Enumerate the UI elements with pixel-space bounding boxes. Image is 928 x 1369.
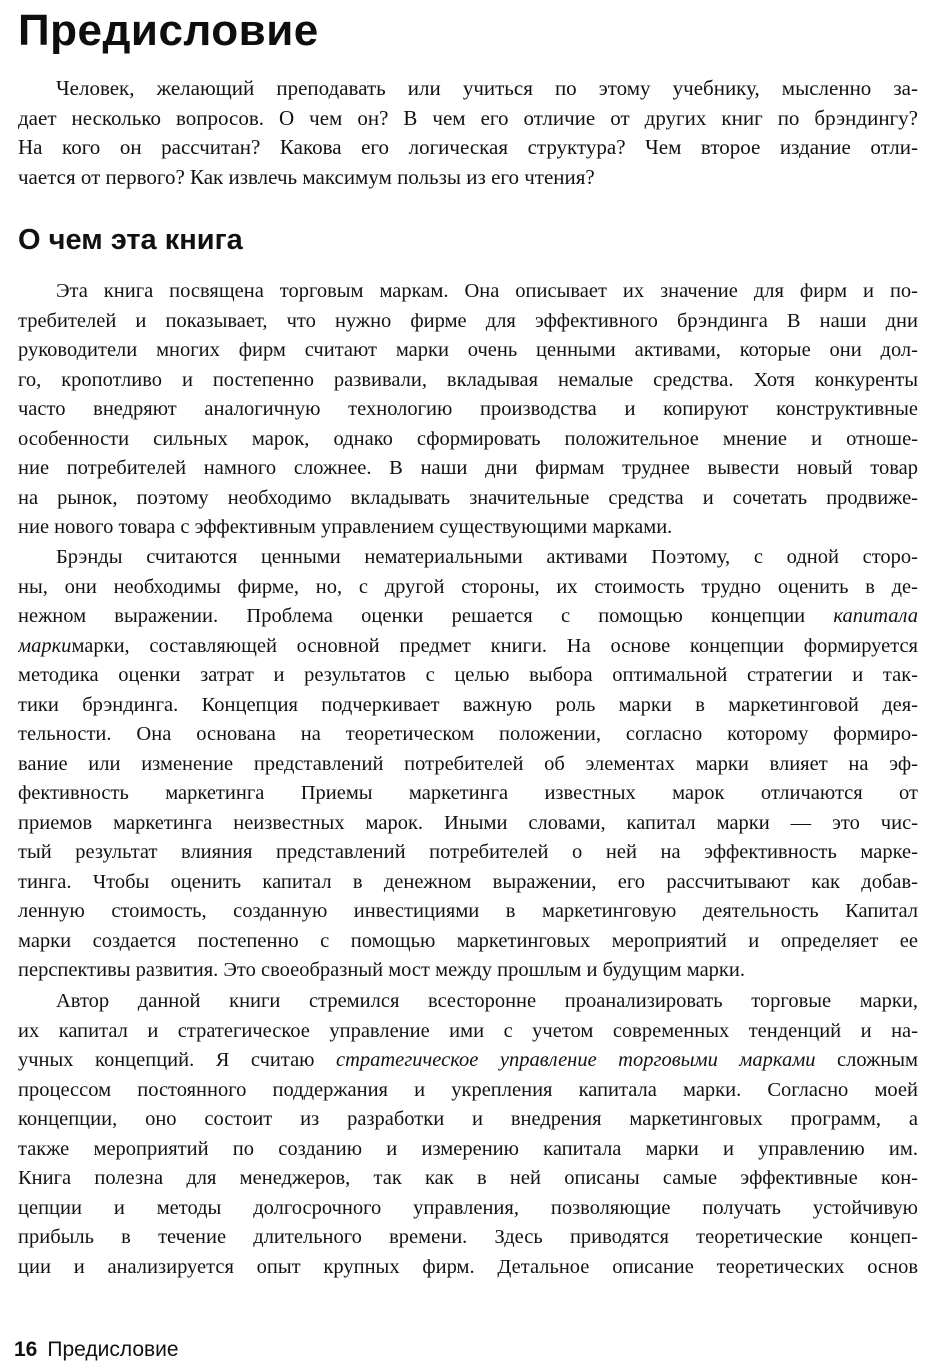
text-line: Человек, желающий преподавать или учиться по этому учебнику, мысленно за- [56,76,918,100]
text-line: Эта книга посвящена торговым маркам. Она описывает их значение для фирм и по- [56,280,918,302]
text-line: го, кропотливо и постепенно развивали, вкладывая немалые средства. Хотя конкуренты [18,368,918,391]
paragraph-1 [18,277,918,543]
text-line: марки создается постепенно с помощью маркетинговых мероприятий и определяет ее [18,929,918,952]
text-line [18,1046,918,1076]
text-line: тый результат влияния представлений потребителей о ней на эффективность марке- [18,841,918,863]
text-line-end: сложным [815,1049,918,1071]
italic-term: капитала [833,605,918,627]
text-line [18,632,918,662]
text-line-end: марки, составляющей основной предмет книги. На основе концепции формируется [71,634,918,657]
text-line: ции и анализируется опыт крупных фирм. Детальное описание теоретических основ [18,1255,918,1278]
text-line: ны, они необходимы фирме, но, с другой стороны, их стоимость трудно оценить в де- [18,575,918,598]
page-number: 16 [14,1338,38,1361]
text-line: вание или изменение представлений потребителей об элементах марки влияет на эф- [18,752,918,775]
text-line-start: учных концепций. Я считаю [18,1049,336,1071]
text-line: ние нового товара с эффективным управлением существующими марками. [18,516,673,538]
text-line: ние потребителей намного сложнее. В наши дни фирмам труднее вывести новый товар [18,457,918,479]
text-line: фективность маркетинга Приемы маркетинга известных марок отличаются от [18,782,918,804]
running-title: Предисловие [47,1338,179,1361]
text-line: цепции и методы долгосрочного управления, позволяющие получать устойчивую [18,1196,918,1219]
text-line: тики брэндинга. Концепция подчеркивает важную роль марки в маркетинговой дея- [18,693,918,716]
page-title: Предисловие [18,6,319,55]
text-line: Брэнды считаются ценными нематериальными активами Поэтому, с одной сторо- [56,546,918,568]
italic-term: марки [18,634,72,657]
text-line: приемов маркетинга неизвестных марок. Иными словами, капитал марки — это чис- [18,811,918,834]
text-line: тинга. Чтобы оценить капитал в денежном выражении, его рассчитывают как добав- [18,870,918,893]
text-line: концепции, оно состоит из разработки и внедрения маркетинговых программ, а [18,1108,918,1130]
text-line: Автор данной книги стремился всесторонне проанализировать торговые марки, [56,990,918,1012]
text-line: руководители многих фирм считают марки очень ценными активами, которые они дол- [18,339,918,361]
text-line: также мероприятий по созданию и измерению капитала марки и управлению им. [18,1137,918,1160]
text-line: их капитал и стратегическое управление ими с учетом современных тенденций и на- [18,1019,918,1042]
section-heading: О чем эта книга [18,224,243,256]
text-line: методика оценки затрат и результатов с целью выбора оптимальной стратегии и так- [18,664,918,686]
text-line: особенности сильных марок, однако сформировать положительное мнение и отноше- [18,427,918,450]
text-line: прибыль в течение длительного времени. Здесь приводятся теоретические концеп- [18,1226,918,1248]
text-line: На кого он рассчитан? Какова его логическая структура? Чем второе издание отли- [18,135,918,159]
text-line: часто внедряют аналогичную технологию производства и копируют конструктивные [18,398,918,420]
text-line-start: нежном выражении. Проблема оценки решается с помощью концепции [18,605,834,627]
text-line: процессом постоянного поддержания и укрепления капитала марки. Согласно моей [18,1078,918,1101]
page-footer [14,1338,179,1362]
paragraph-2 [18,543,918,986]
italic-term: стратегическое управление торговыми марками [335,1049,816,1071]
text-line: чается от первого? Как извлечь максимум пользы из его чтения? [18,164,595,189]
paragraph-3 [18,987,918,1282]
text-line: дает несколько вопросов. О чем он? В чем его отличие от других книг по брэндингу? [18,105,918,130]
text-line: ленную стоимость, созданную инвестициями в маркетинговую деятельность Капитал [18,900,918,922]
text-line: на рынок, поэтому необходимо вкладывать значительные средства и сочетать продвиже- [18,486,918,509]
text-line: тельности. Она основана на теоретическом положении, согласно которому формиро- [18,723,918,745]
text-line: Книга полезна для менеджеров, так как в ней описаны самые эффективные кон- [18,1167,918,1189]
text-line: перспективы развития. Это своеобразный мост между прошлым и будущим марки. [18,959,745,981]
text-line [18,602,918,632]
text-line: требителей и показывает, что нужно фирме для эффективного брэндинга В наши дни [18,309,918,332]
intro-paragraph [18,74,918,192]
